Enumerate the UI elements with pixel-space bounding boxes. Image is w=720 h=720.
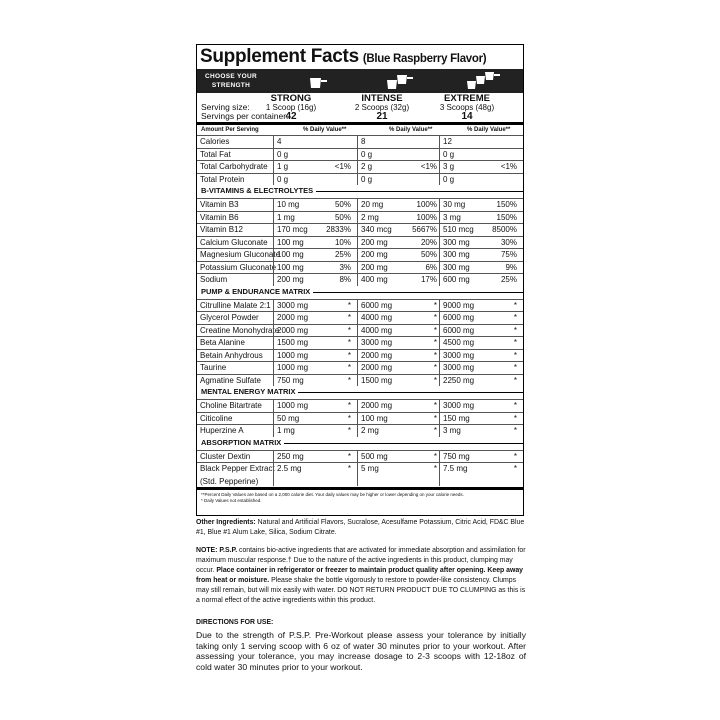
level-extreme-name: EXTREME bbox=[444, 93, 490, 104]
nutrient-name: Citicoline bbox=[200, 413, 233, 423]
intense-dv: * bbox=[433, 338, 437, 347]
strong-amount: 1500 mg bbox=[277, 338, 309, 347]
nutrient-row bbox=[197, 173, 523, 187]
extreme-amount: 6000 mg bbox=[443, 325, 475, 335]
column-divider bbox=[273, 312, 274, 324]
column-divider bbox=[439, 325, 440, 337]
nutrient-row bbox=[197, 462, 523, 487]
strong-dv: * bbox=[347, 375, 351, 385]
dv-header-strong: % Daily Value** bbox=[303, 127, 347, 133]
nutrient-name: Magnesium Gluconate bbox=[200, 250, 281, 259]
nutrient-row bbox=[197, 324, 523, 338]
column-divider bbox=[439, 199, 440, 211]
section-header bbox=[197, 386, 523, 398]
intense-amount: 340 mcg bbox=[361, 225, 392, 234]
nutrient-row bbox=[197, 211, 523, 225]
nutrient-row bbox=[197, 198, 523, 212]
intense-amount: 6000 mg bbox=[361, 300, 393, 310]
nutrient-name: Total Carbohydrate bbox=[200, 162, 268, 171]
column-divider bbox=[357, 400, 358, 412]
nutrient-name: Beta Alanine bbox=[200, 338, 245, 347]
strong-amount: 1000 mg bbox=[277, 363, 309, 372]
intense-amount: 2000 mg bbox=[361, 401, 393, 410]
level-intense-servings: 21 bbox=[376, 111, 388, 122]
intense-amount: 400 mg bbox=[361, 275, 388, 284]
other-ingredients-text: Natural and Artificial Flavors, Sucralose, Acesulfame Potassium, Citric Acid, FD&C Blue #1, Blue #1 Alum Lake, Silica, Sodium Citrate. bbox=[196, 519, 525, 536]
column-divider bbox=[357, 325, 358, 337]
extreme-dv: * bbox=[513, 426, 517, 435]
nutrient-name: Betain Anhydrous bbox=[200, 350, 263, 360]
extreme-dv: * bbox=[513, 375, 517, 385]
intense-amount: 5 mg bbox=[361, 464, 379, 473]
nutrient-row bbox=[197, 424, 523, 438]
nutrient-name-line2: (Std. Pepperine) bbox=[200, 477, 259, 486]
extreme-dv: * bbox=[513, 401, 517, 410]
nutrient-row bbox=[197, 450, 523, 464]
strong-amount: 100 mg bbox=[277, 237, 304, 247]
column-divider bbox=[439, 212, 440, 224]
extreme-amount: 3000 mg bbox=[443, 363, 475, 372]
column-divider bbox=[357, 199, 358, 211]
extreme-amount: 6000 mg bbox=[443, 313, 475, 322]
column-divider bbox=[439, 375, 440, 387]
section-title: MENTAL ENERGY MATRIX bbox=[201, 386, 298, 398]
column-divider bbox=[357, 463, 358, 486]
extreme-dv: * bbox=[513, 464, 517, 473]
nutrient-row bbox=[197, 148, 523, 162]
note-block bbox=[196, 546, 526, 606]
strong-amount: 2000 mg bbox=[277, 325, 309, 335]
intense-dv: * bbox=[433, 300, 437, 310]
footnote-not-established: * Daily Values not established. bbox=[201, 498, 262, 503]
nutrient-row bbox=[197, 399, 523, 413]
column-divider bbox=[357, 413, 358, 425]
nutrient-row bbox=[197, 311, 523, 325]
note-bold-text: Place container in refrigerator or freezer to maintain product quality after opening. Keep away from heat or moisture. bbox=[196, 567, 524, 584]
strong-amount: 1 mg bbox=[277, 212, 295, 222]
nutrient-name: Black Pepper Extract bbox=[200, 464, 275, 473]
nutrient-name: Glycerol Powder bbox=[200, 313, 259, 322]
column-divider bbox=[439, 413, 440, 425]
extreme-amount: 30 mg bbox=[443, 200, 466, 209]
column-divider bbox=[273, 237, 274, 249]
extreme-amount: 3000 mg bbox=[443, 401, 475, 410]
extreme-dv: * bbox=[513, 338, 517, 347]
column-divider bbox=[273, 149, 274, 161]
section-header bbox=[197, 286, 523, 298]
intense-amount: 20 mg bbox=[361, 200, 384, 209]
nutrient-row bbox=[197, 374, 523, 388]
strong-amount: 0 g bbox=[277, 174, 289, 184]
extreme-amount: 0 g bbox=[443, 174, 455, 184]
strong-dv: * bbox=[347, 464, 351, 473]
intense-dv: 5667% bbox=[412, 225, 437, 234]
intense-dv: * bbox=[433, 426, 437, 435]
intense-amount: 1500 mg bbox=[361, 375, 393, 385]
choose-strength-label: CHOOSE YOUR STRENGTH bbox=[205, 73, 257, 89]
extreme-amount: 3 mg bbox=[443, 426, 461, 435]
section-title: B-VITAMINS & ELECTROLYTES bbox=[201, 185, 316, 197]
extreme-amount: 3 g bbox=[443, 162, 455, 171]
strong-dv: 8% bbox=[339, 275, 351, 284]
section-header bbox=[197, 437, 523, 449]
column-divider bbox=[439, 400, 440, 412]
dv-header-extreme: % Daily Value** bbox=[467, 127, 511, 133]
intense-amount: 8 bbox=[361, 137, 366, 146]
intense-dv: 6% bbox=[425, 262, 437, 272]
strong-amount: 50 mg bbox=[277, 413, 300, 423]
column-divider bbox=[357, 350, 358, 362]
extreme-amount: 300 mg bbox=[443, 262, 470, 272]
column-divider bbox=[439, 262, 440, 274]
column-divider bbox=[273, 350, 274, 362]
nutrient-name: Potassium Gluconate bbox=[200, 262, 277, 272]
nutrient-row bbox=[197, 273, 523, 287]
flavor-label: (Blue Raspberry Flavor) bbox=[362, 53, 487, 65]
extreme-dv: * bbox=[513, 300, 517, 310]
directions-text: Due to the strength of P.S.P. Pre-Workout please assess your tolerance by initially taking only 1 serving scoop with 6 oz of water 30 minutes prior to your workout. After assessing your tolerance, you may increase dosage to 2-3 scoops with 12-18oz of cold water 30 minutes prior to your workout. bbox=[196, 630, 526, 672]
nutrient-row bbox=[197, 349, 523, 363]
column-divider bbox=[273, 300, 274, 312]
level-intense-name: INTENSE bbox=[361, 93, 403, 104]
column-divider bbox=[273, 325, 274, 337]
column-divider bbox=[357, 451, 358, 463]
nutrient-row bbox=[197, 336, 523, 350]
nutrient-name: Citrulline Malate 2:1 bbox=[200, 300, 271, 310]
intense-dv: * bbox=[433, 325, 437, 335]
strong-dv: 2833% bbox=[326, 225, 351, 234]
column-divider bbox=[357, 300, 358, 312]
strong-dv: 50% bbox=[334, 212, 351, 222]
level-extreme-size: 3 Scoops (48g) bbox=[439, 103, 495, 112]
column-divider bbox=[439, 362, 440, 374]
nutrient-row bbox=[197, 261, 523, 275]
column-divider bbox=[273, 413, 274, 425]
extreme-dv: 25% bbox=[500, 275, 517, 284]
extreme-amount: 510 mcg bbox=[443, 225, 474, 234]
intense-amount: 4000 mg bbox=[361, 313, 393, 322]
section-header bbox=[197, 185, 523, 197]
intense-amount: 3000 mg bbox=[361, 338, 393, 347]
column-divider bbox=[439, 463, 440, 486]
strong-amount: 3000 mg bbox=[277, 300, 309, 310]
strong-dv: * bbox=[347, 451, 351, 461]
column-divider bbox=[357, 212, 358, 224]
strong-dv: * bbox=[347, 363, 351, 372]
nutrient-name: Vitamin B6 bbox=[200, 212, 239, 222]
strong-dv: * bbox=[347, 401, 351, 410]
level-extreme-servings: 14 bbox=[461, 111, 473, 122]
column-divider bbox=[439, 237, 440, 249]
extreme-dv: 8500% bbox=[492, 225, 517, 234]
intense-dv: * bbox=[433, 350, 437, 360]
intense-dv: * bbox=[433, 363, 437, 372]
level-strong-name: STRONG bbox=[270, 93, 312, 104]
column-divider bbox=[439, 312, 440, 324]
scoop-3-icon bbox=[465, 70, 505, 92]
column-divider bbox=[273, 161, 274, 173]
nutrient-name: Calcium Gluconate bbox=[200, 237, 268, 247]
nutrient-name: Total Protein bbox=[200, 174, 245, 184]
column-divider bbox=[273, 212, 274, 224]
intense-dv: * bbox=[433, 451, 437, 461]
serving-size-label: Serving size: bbox=[201, 102, 250, 112]
strength-header-bar bbox=[197, 69, 523, 93]
intense-amount: 500 mg bbox=[361, 451, 388, 461]
intense-dv: 100% bbox=[416, 200, 437, 209]
nutrient-name: Cluster Dextin bbox=[200, 451, 251, 461]
intense-amount: 200 mg bbox=[361, 262, 388, 272]
section-title: ABSORPTION MATRIX bbox=[201, 437, 284, 449]
strong-amount: 1 g bbox=[277, 162, 289, 171]
intense-dv: * bbox=[433, 313, 437, 322]
dv-header-intense: % Daily Value** bbox=[389, 127, 433, 133]
intense-amount: 200 mg bbox=[361, 237, 388, 247]
level-strong-size: 1 Scoop (16g) bbox=[265, 103, 317, 112]
column-divider bbox=[273, 199, 274, 211]
note-label: NOTE: P.S.P. bbox=[196, 547, 238, 554]
column-divider bbox=[357, 312, 358, 324]
nutrient-row bbox=[197, 299, 523, 313]
strong-dv: <1% bbox=[334, 162, 351, 171]
column-divider bbox=[439, 337, 440, 349]
amount-per-serving-header: Amount Per Serving bbox=[201, 127, 259, 133]
nutrient-row bbox=[197, 248, 523, 262]
column-divider bbox=[273, 451, 274, 463]
strong-amount: 1000 mg bbox=[277, 350, 309, 360]
intense-amount: 2000 mg bbox=[361, 363, 393, 372]
column-divider bbox=[439, 161, 440, 173]
intense-dv: * bbox=[433, 413, 437, 423]
scoop-2-icon bbox=[385, 70, 419, 92]
extreme-amount: 300 mg bbox=[443, 237, 470, 247]
column-divider bbox=[357, 274, 358, 286]
strong-dv: * bbox=[347, 350, 351, 360]
extreme-dv: * bbox=[513, 451, 517, 461]
strong-dv: 10% bbox=[334, 237, 351, 247]
extreme-dv: * bbox=[513, 413, 517, 423]
extreme-dv: 9% bbox=[505, 262, 517, 272]
intense-dv: 100% bbox=[416, 212, 437, 222]
intense-dv: * bbox=[433, 464, 437, 473]
strong-amount: 1 mg bbox=[277, 426, 295, 435]
intense-amount: 0 g bbox=[361, 174, 373, 184]
strong-amount: 2000 mg bbox=[277, 313, 309, 322]
column-divider bbox=[357, 249, 358, 261]
column-divider bbox=[273, 337, 274, 349]
column-divider bbox=[357, 362, 358, 374]
column-divider bbox=[357, 136, 358, 148]
strong-dv: * bbox=[347, 325, 351, 335]
column-divider bbox=[357, 375, 358, 387]
extreme-amount: 2250 mg bbox=[443, 375, 475, 385]
other-ingredients-label: Other Ingredients: bbox=[196, 519, 256, 526]
servings-per-container-label: Servings per container: bbox=[201, 111, 289, 121]
column-divider bbox=[357, 262, 358, 274]
column-divider bbox=[439, 149, 440, 161]
level-strong-servings: 42 bbox=[285, 111, 297, 122]
strong-amount: 170 mcg bbox=[277, 225, 308, 234]
strong-amount: 4 bbox=[277, 137, 282, 146]
column-divider bbox=[273, 463, 274, 486]
extreme-dv: * bbox=[513, 313, 517, 322]
extreme-amount: 750 mg bbox=[443, 451, 470, 461]
strong-dv: 50% bbox=[334, 200, 351, 209]
strong-dv: 25% bbox=[334, 250, 351, 259]
note-text-1: contains bio-active ingredients that are activated for immediate absorption and assimilation for maximum muscular response.† Due to the nature of the active ingredients in this product, clumping may occur. bbox=[196, 547, 526, 574]
nutrient-row bbox=[197, 236, 523, 250]
extreme-amount: 9000 mg bbox=[443, 300, 475, 310]
strong-amount: 200 mg bbox=[277, 275, 304, 284]
nutrient-name: Huperzine A bbox=[200, 426, 244, 435]
nutrient-name: Vitamin B3 bbox=[200, 200, 239, 209]
extreme-dv: 150% bbox=[496, 212, 517, 222]
footnote-dv: **Percent Daily Values are based on a 2,000 calorie diet. Your daily values may be higher or lower depending on your calorie needs. bbox=[201, 492, 464, 497]
column-divider bbox=[273, 375, 274, 387]
nutrient-name: Sodium bbox=[200, 275, 228, 284]
note-text-2: Please shake the bottle vigorously to restore to powder-like consistency. Clumps may still remain, but will mix easily with water. DO NOT RETURN PRODUCT DUE TO CLUMPING as this is a normal effect of the active ingredients within this product. bbox=[196, 577, 526, 604]
column-divider bbox=[439, 174, 440, 186]
nutrient-row bbox=[197, 223, 523, 237]
nutrient-row bbox=[197, 135, 523, 149]
strong-amount: 250 mg bbox=[277, 451, 304, 461]
nutrient-name: Creatine Monohydrate bbox=[200, 325, 280, 335]
strong-amount: 10 mg bbox=[277, 200, 300, 209]
nutrient-row bbox=[197, 361, 523, 375]
strong-dv: * bbox=[347, 426, 351, 435]
intense-dv: 20% bbox=[420, 237, 437, 247]
extreme-amount: 12 bbox=[443, 137, 452, 146]
strong-amount: 100 mg bbox=[277, 262, 304, 272]
column-divider bbox=[357, 149, 358, 161]
strong-amount: 0 g bbox=[277, 149, 289, 159]
supplement-facts-panel bbox=[196, 44, 524, 516]
intense-amount: 100 mg bbox=[361, 413, 388, 423]
intense-amount: 0 g bbox=[361, 149, 373, 159]
column-divider bbox=[273, 400, 274, 412]
nutrient-name: Vitamin B12 bbox=[200, 225, 243, 234]
column-divider bbox=[357, 174, 358, 186]
column-divider bbox=[273, 274, 274, 286]
intense-amount: 2000 mg bbox=[361, 350, 393, 360]
column-divider bbox=[439, 136, 440, 148]
divider-thick bbox=[197, 122, 523, 125]
intense-dv: 17% bbox=[420, 275, 437, 284]
section-title: PUMP & ENDURANCE MATRIX bbox=[201, 286, 313, 298]
extreme-amount: 3000 mg bbox=[443, 350, 475, 360]
directions-label: DIRECTIONS FOR USE: bbox=[196, 619, 274, 626]
nutrient-row bbox=[197, 412, 523, 426]
intense-amount: 2 mg bbox=[361, 426, 379, 435]
extreme-dv: * bbox=[513, 325, 517, 335]
column-divider bbox=[439, 224, 440, 236]
extreme-amount: 4500 mg bbox=[443, 338, 475, 347]
column-divider bbox=[357, 425, 358, 437]
intense-dv: 50% bbox=[420, 250, 437, 259]
strong-amount: 1000 mg bbox=[277, 401, 309, 410]
strong-dv: * bbox=[347, 300, 351, 310]
extreme-dv: 30% bbox=[500, 237, 517, 247]
other-ingredients bbox=[196, 518, 526, 538]
column-divider bbox=[273, 136, 274, 148]
extreme-amount: 0 g bbox=[443, 149, 455, 159]
strong-dv: 3% bbox=[339, 262, 351, 272]
column-divider bbox=[439, 249, 440, 261]
extreme-dv: 150% bbox=[496, 200, 517, 209]
column-divider bbox=[357, 337, 358, 349]
extreme-dv: <1% bbox=[500, 162, 517, 171]
intense-amount: 2 g bbox=[361, 162, 373, 171]
strong-amount: 750 mg bbox=[277, 375, 304, 385]
nutrient-row bbox=[197, 160, 523, 174]
intense-dv: * bbox=[433, 401, 437, 410]
column-divider bbox=[273, 174, 274, 186]
nutrient-name: Calories bbox=[200, 137, 230, 146]
intense-amount: 2 mg bbox=[361, 212, 379, 222]
extreme-amount: 600 mg bbox=[443, 275, 470, 284]
extreme-amount: 7.5 mg bbox=[443, 464, 468, 473]
column-divider bbox=[439, 425, 440, 437]
intense-amount: 4000 mg bbox=[361, 325, 393, 335]
strong-dv: * bbox=[347, 338, 351, 347]
column-divider bbox=[357, 161, 358, 173]
nutrient-name: Choline Bitartrate bbox=[200, 401, 262, 410]
column-divider bbox=[357, 224, 358, 236]
extreme-amount: 150 mg bbox=[443, 413, 470, 423]
intense-amount: 200 mg bbox=[361, 250, 388, 259]
column-divider bbox=[357, 237, 358, 249]
extreme-dv: * bbox=[513, 363, 517, 372]
strong-dv: * bbox=[347, 313, 351, 322]
scoop-1-icon bbox=[307, 70, 329, 92]
strong-amount: 100 mg bbox=[277, 250, 304, 259]
column-divider bbox=[439, 451, 440, 463]
column-divider bbox=[273, 425, 274, 437]
nutrient-name: Taurine bbox=[200, 363, 227, 372]
divider-thick-bottom bbox=[197, 487, 523, 490]
intense-dv: <1% bbox=[420, 162, 437, 171]
extreme-amount: 300 mg bbox=[443, 250, 470, 259]
column-divider bbox=[273, 362, 274, 374]
intense-dv: * bbox=[433, 375, 437, 385]
level-intense-size: 2 Scoops (32g) bbox=[354, 103, 410, 112]
column-divider bbox=[273, 224, 274, 236]
extreme-dv: 75% bbox=[500, 250, 517, 259]
strong-dv: * bbox=[347, 413, 351, 423]
nutrient-name: Total Fat bbox=[200, 149, 231, 159]
column-divider bbox=[273, 249, 274, 261]
column-divider bbox=[439, 300, 440, 312]
extreme-dv: * bbox=[513, 350, 517, 360]
strong-amount: 2.5 mg bbox=[277, 464, 302, 473]
extreme-amount: 3 mg bbox=[443, 212, 461, 222]
column-divider bbox=[273, 262, 274, 274]
column-divider bbox=[439, 350, 440, 362]
column-divider bbox=[439, 274, 440, 286]
nutrient-name: Agmatine Sulfate bbox=[200, 375, 261, 385]
panel-title: Supplement Facts (Blue Raspberry Flavor) bbox=[200, 46, 487, 67]
